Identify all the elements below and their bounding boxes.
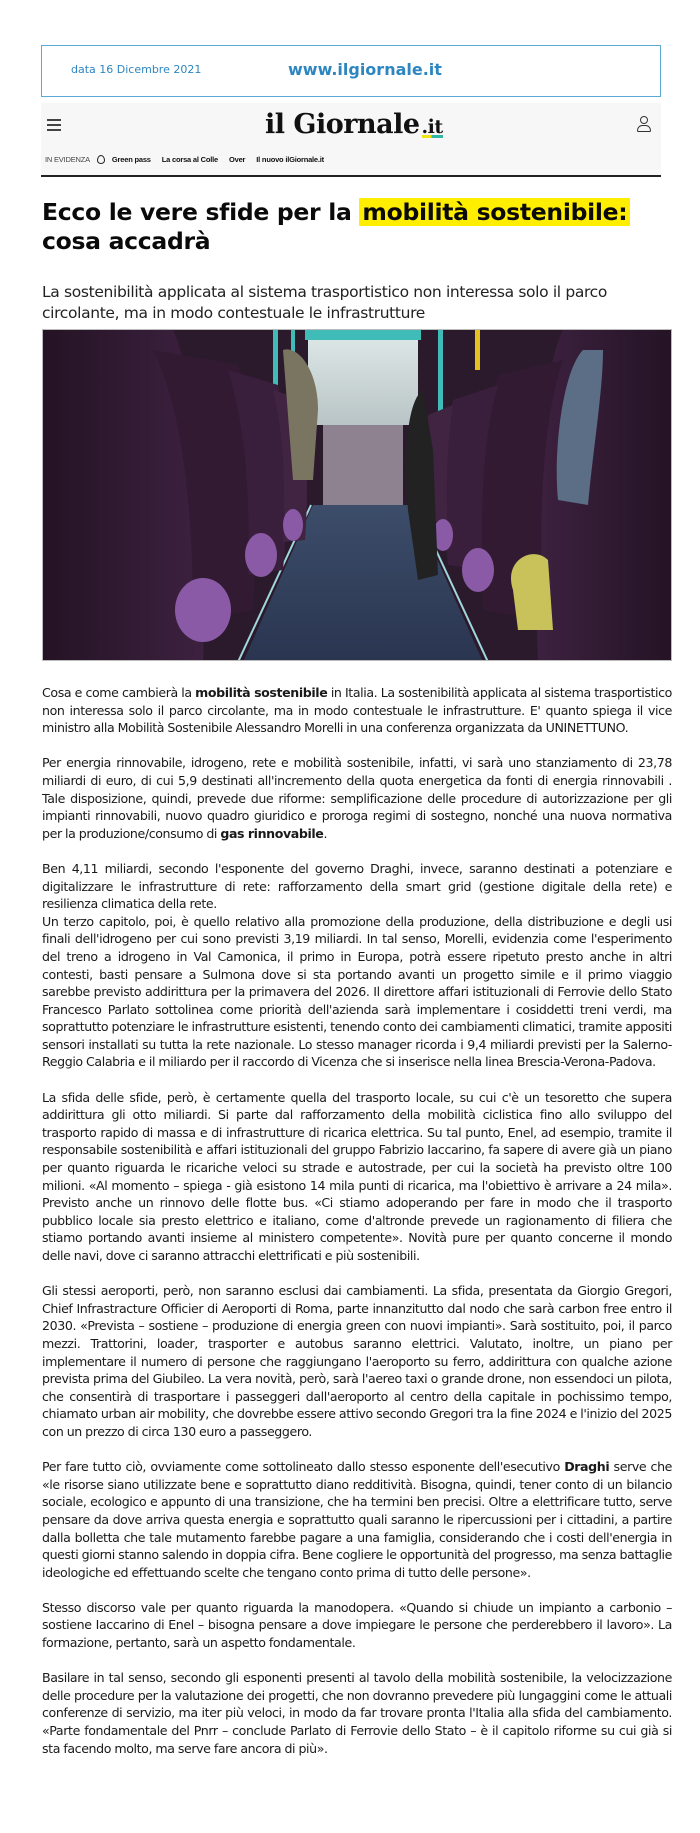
p1-text-b: in Italia. La sostenibilità applicata al sistema trasportistico non interessa solo il parco circolante, ma in modo contestuale le infrastrutture. E' quanto spiega il vice ministro alla Mobilità Sostenibile Alessandro Morelli in una conferenza organizzata da UNINETTUNO.: [42, 685, 672, 736]
bus-interior-illustration: [43, 330, 672, 661]
source-info-box: [41, 45, 661, 97]
headline-suffix: cosa accadrà: [42, 227, 211, 255]
user-account-icon[interactable]: [637, 116, 651, 133]
paragraph-6: Gli stessi aeroporti, però, non saranno esclusi dai cambiamenti. La sfida, presentata da Giorgio Gregori, Chief Infrastracture Officier di Aeroporti di Roma, parte innanzitutto dal nodo che sarà carbon free entro il 2030. «Prevista – sostiene – produzione di energia green con nuovi impianti». Sarà sostituito, poi, il parco mezzi. Trattorini, loader, trasporter e autobus saranno elettrici. Valutato, inoltre, un piano per implementare il numero di persone che raggiungano l'aeroporto su ferro, addirittura con qualche azione prevista prima del Giubileo. La vera novità, però, sarà l'aereo taxi o grande drone, non essendoci un pilota, che consentirà di trasportare i passeggeri dall'aeroporto al centro della capitale in pochissimo tempo, chiamato urban air mobility, che dovrebbe essere attivo secondo Gregori tra la fine 2024 e l'inizio del 2025 con un prezzo di circa 130 euro a passeggero.: [42, 1283, 672, 1439]
publication-date: data 16 Dicembre 2021: [71, 63, 202, 76]
headline-prefix: Ecco le vere sfide per la: [42, 198, 360, 226]
p7-text-a: Per fare tutto ciò, ovviamente come sottolineato dallo stesso esponente dell'esecutivo: [42, 1459, 565, 1475]
p2-text-a: Per energia rinnovabile, idrogeno, rete e mobilità sostenibile, infatti, vi sarà uno stanziamento di 23,78 miliardi di euro, di cui 5,9 destinati all'incremento della quota energetica da fonti di energia rinnovabili . Tale disposizione, quindi, prevede due riforme: semplificazione delle procedure di autorizzazione per gli impianti rinnovabili, nuovo quadro giuridico e proroga regimi di sostegno, nonché una nuova normativa per la produzione/consumo di: [42, 755, 672, 841]
p7-text-b: serve che «le risorse siano utilizzate bene e soprattutto diano redditività. Bisogna, quindi, tener conto di un bilancio sociale, ecologico e appunto di una transizione, che ha termini ben precisi. Oltre a elettrificare tutto, serve pensare da dove arriva questa energia e soprattutto quali saranno le ripercussioni per i cittadini, a partire dalla bolletta che tale mutamento farebbe pagare a una famiglia, considerando che i costi dell'energia in questi giorni stanno salendo in doppia cifra. Bene cogliere le opportunità del progresso, ma senza battaglie ideologiche ed effettuando scelte che tengano conto prima di tutto delle persone».: [42, 1459, 672, 1580]
article-subtitle: La sostenibilità applicata al sistema trasportistico non interessa solo il parco circolante, ma in modo contestuale le infrastrutture: [42, 283, 607, 322]
nav-link-green-pass[interactable]: Green pass: [111, 155, 151, 164]
nav-link-corsa-colle[interactable]: La corsa al Colle: [161, 155, 218, 164]
p7-bold: Draghi: [564, 1459, 610, 1475]
paragraph-2: [42, 754, 672, 842]
logo-text: il Giornale: [265, 109, 420, 140]
nav-label-in-evidenza: IN EVIDENZA: [45, 155, 90, 164]
paragraph-1: [42, 684, 672, 737]
site-logo[interactable]: [265, 109, 443, 140]
highlights-nav: [45, 155, 335, 164]
hamburger-menu-icon[interactable]: [47, 119, 61, 131]
p1-text-a: Cosa e come cambierà la: [42, 685, 196, 700]
article-hero-image: [42, 329, 672, 661]
p1-bold: mobilità sostenibile: [195, 685, 328, 700]
p2-bold: gas rinnovabile: [220, 825, 324, 841]
fire-icon: [97, 155, 105, 164]
nav-link-nuovo-ilgiornale[interactable]: Il nuovo ilGiornale.it: [256, 155, 324, 164]
paragraph-4: Un terzo capitolo, poi, è quello relativo alla promozione della produzione, della distribuzione e degli usi finali dell'idrogeno per cui sono previsti 3,19 miliardi. In tal senso, Morelli, evidenzia come l'esperimento del treno a idrogeno in Val Camonica, il primo in Europa, potrà essere ripetuto presto anche in altri contesti, basti pensare a Sulmona dove si sta portando avanti un progetto simile e il primo viaggio sarebbe previsto addirittura per la primavera del 2026. Il direttore affari istituzionali di Ferrovie dello Stato Francesco Parlato sottolinea come priorità dell'azienda sarà implementare i cosiddetti treni verdi, ma soprattutto potenziare le infrastrutture esistenti, tenendo conto dei cambiamenti climatici, tramite appositi sensori installati su tutta la rete nazionale. Lo stesso manager ricorda i 9,4 miliardi previsti per la Salerno-Reggio Calabria e il miliardo per il raccordo di Vicenza che si inserisce nella linea Brescia-Verona-Padova.: [42, 913, 672, 1070]
paragraph-5: La sfida delle sfide, però, è certamente quella del trasporto locale, su cui c'è un tesoretto che supera addirittura gli otto miliardi. Si parte dal rafforzamento della mobilità ciclistica fino allo sviluppo del trasporto rapido di massa e di infrastrutture di ricarica elettrica. Su tal punto, Enel, ad esempio, tramite il responsabile sostenibilità e affari istituzionali del gruppo Fabrizio Iaccarino, fa sapere di avere già un piano per quanto riguarda le ricariche veloci su strade e autostrade, per cui la società ha previsto oltre 100 milioni. «Al momento – spiega - già esistono 14 mila punti di ricarica, ma l'obiettivo è arrivare a 24 mila». Previsto anche un rinnovo delle flotte bus. «Ci stiamo adoperando per fare in modo che il trasporto pubblico locale sia presto elettrico e italiano, come d'altronde prevede un ragionamento di filiera che stiamo portando avanti insieme al ministero competente». Novità pure per quanto concerne il mondo delle navi, dove ci saranno attracchi elettrificati e più sostenibili.: [42, 1089, 672, 1263]
nav-link-over[interactable]: Over: [228, 155, 246, 164]
paragraph-3: Ben 4,11 miliardi, secondo l'esponente del governo Draghi, invece, saranno destinati a potenziare e digitalizzare le infrastrutture di rete: rafforzamento della smart grid (gestione digitale della rete) e resilienza climatica della rete.: [42, 860, 672, 912]
paragraph-7: [42, 1458, 672, 1581]
paragraph-9: Basilare in tal senso, secondo gli esponenti presenti al tavolo della mobilità sostenibile, la velocizzazione delle procedure per la valutazione dei progetti, che non dovranno prevedere più lungaggini come le attuali conferenze di servizio, ma iter più veloci, in modo da far trovare pronta l'Italia alla sfida del cambiamento. «Parte fondamentale del Pnrr – conclude Parlato di Ferrovie dello Stato – è il capitolo riforme su cui già si sta facendo molto, ma serve fare ancora di più».: [42, 1670, 672, 1756]
headline-highlight: mobilità sostenibile:: [359, 198, 630, 226]
source-url[interactable]: www.ilgiornale.it: [288, 60, 442, 79]
site-header: [41, 103, 661, 177]
paragraph-8: Stesso discorso vale per quanto riguarda la manodopera. «Quando si chiude un impianto a carbonio – sostiene Iaccarino di Enel – bisogna pensare a dove impiegare le persone che perderebbero il lavoro». La formazione, pertanto, sarà un aspetto fondamentale.: [42, 1599, 672, 1651]
p2-text-b: .: [323, 825, 328, 841]
logo-tld: .it: [421, 116, 443, 138]
article-headline: [42, 198, 672, 256]
article-body: [42, 684, 672, 1775]
